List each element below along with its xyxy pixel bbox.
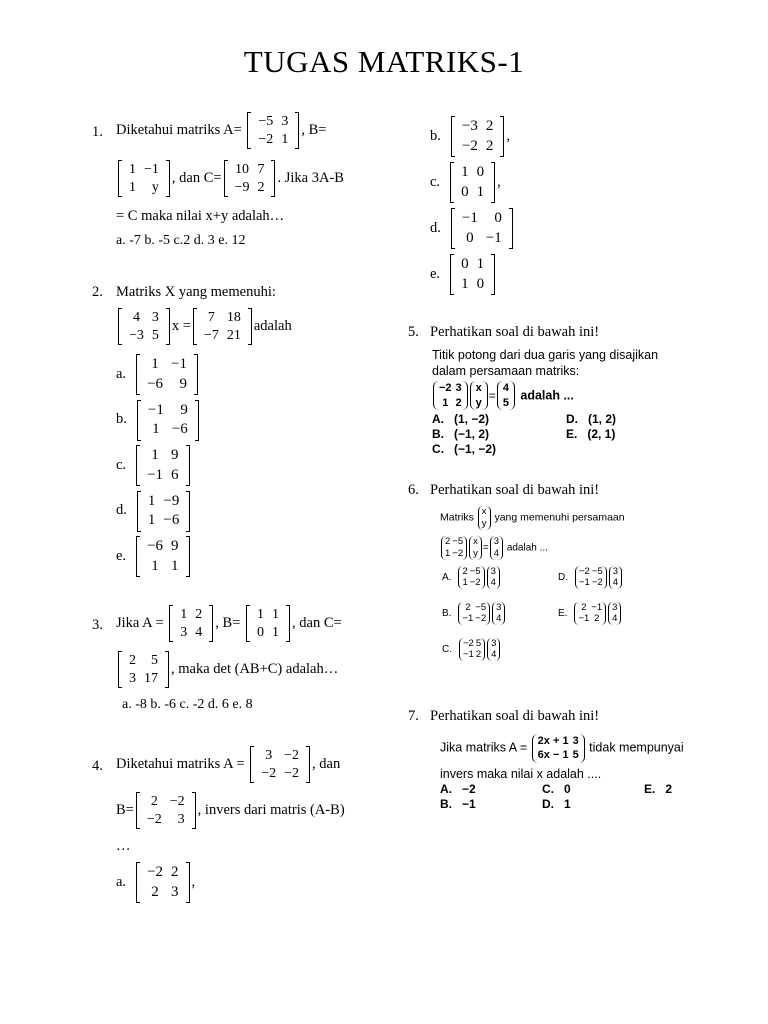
q6-opt-c: C. −2 5 −1 2 3 4 xyxy=(442,638,501,662)
option-matrix: 1 9 −1 6 xyxy=(136,445,189,486)
option-matrix: 1 0 0 1 xyxy=(450,162,495,203)
q1-options: a. -7 b. -5 c.2 d. 3 e. 12 xyxy=(116,233,246,248)
q2-equation xyxy=(116,308,292,345)
q3-options: a. -8 b. -6 c. -2 d. 6 e. 8 xyxy=(122,697,253,712)
q4-matrix-a: 3 −2 −2 −2 xyxy=(250,746,310,783)
q3-line1 xyxy=(116,605,342,642)
q4-line1 xyxy=(116,746,340,783)
q6-matrix: 2 −5 1 −2 xyxy=(441,536,467,560)
q6-text: Perhatikan soal di bawah ini! xyxy=(430,482,600,498)
q1-matrix-c: 10 7 −9 2 xyxy=(224,160,276,197)
q2-option-a xyxy=(116,354,200,395)
q7-opt-b: B. −1 xyxy=(440,797,476,812)
q4-matrix-b: 2 −2 −2 3 xyxy=(136,792,196,829)
q7-snippet xyxy=(440,734,690,828)
option-matrix: −2 2 2 3 xyxy=(136,862,189,903)
q4-number: 4. xyxy=(92,758,103,774)
q7-opt-e: E. 2 xyxy=(644,782,673,797)
option-matrix: −3 2 −2 2 xyxy=(451,116,504,157)
q7-snip-line2: invers maka nilai x adalah .... xyxy=(440,766,602,781)
q7-opt-d: D. 1 xyxy=(542,797,571,812)
q7-number: 7. xyxy=(408,708,419,724)
q6-vector-xy: x y xyxy=(478,506,491,530)
q1-intro: Diketahui matriks A= xyxy=(116,121,242,138)
option-matrix: −1 0 0 −1 xyxy=(451,208,513,249)
option-suffix: , xyxy=(497,173,501,190)
q2-matrix-m: 4 3 −3 5 xyxy=(118,308,170,345)
option-label: e. xyxy=(116,547,127,564)
option-label: a. xyxy=(116,365,127,382)
q7-snip-line1: Jika matriks A = 2x + 1 3 6x − 1 5 tidak mempunyai xyxy=(440,735,684,762)
option-label: c. xyxy=(116,456,127,473)
option-matrix: 0 1 1 0 xyxy=(450,254,495,295)
option-label: d. xyxy=(430,219,441,236)
q5-snip-tail: adalah ... xyxy=(520,388,574,403)
q7-opt-c: C. 0 xyxy=(542,782,571,797)
option-label: a. xyxy=(116,873,127,890)
q6-opt-b: B. 2 −5 −1 −2 3 4 xyxy=(442,602,506,626)
q1-matrix-b: 1 −1 1 y xyxy=(118,160,170,197)
q2-intro: Matriks X yang memenuhi: xyxy=(116,284,276,300)
q4-tail1: , dan xyxy=(312,755,341,772)
option-label: e. xyxy=(430,265,441,282)
q2-number: 2. xyxy=(92,284,103,300)
q2-option-e xyxy=(116,536,192,577)
q6-snip-options xyxy=(440,560,656,670)
q4-option-a xyxy=(116,862,195,903)
q3-line2 xyxy=(116,651,338,688)
q6-opt-e: E. 2 −1 −1 2 3 4 xyxy=(558,602,622,626)
q1-b-label: , B= xyxy=(301,121,327,138)
q5-opt-c: C. (−1, −2) xyxy=(432,441,497,456)
q6-opt-a: A. 2 −5 1 −2 3 4 xyxy=(442,566,501,590)
q3-matrix-a: 1 2 3 4 xyxy=(169,605,213,642)
q5-opt-d: D. (1, 2) xyxy=(566,411,617,426)
q4-dots: … xyxy=(116,838,131,854)
option-matrix: −6 9 1 1 xyxy=(136,536,189,577)
q1-line1 xyxy=(116,112,326,149)
q6-vector-xy-2: x y xyxy=(469,536,482,560)
q5-vector-r: 4 5 xyxy=(497,381,515,410)
q5-opt-b: B. (−1, 2) xyxy=(432,426,490,441)
q2-option-b xyxy=(116,400,201,441)
q1-line3: = C maka nilai x+y adalah… xyxy=(116,208,285,224)
q4-line2 xyxy=(116,792,345,829)
option-matrix: −1 9 1 −6 xyxy=(137,400,199,441)
q5-text: Perhatikan soal di bawah ini! xyxy=(430,324,600,340)
q1-matrix-a: −5 3 −2 1 xyxy=(247,112,299,149)
q5-snip-options xyxy=(432,410,706,456)
option-matrix: 1 −1 −6 9 xyxy=(136,354,198,395)
q6-number: 6. xyxy=(408,482,419,498)
q1-number: 1. xyxy=(92,124,103,140)
q3-matrix-b: 1 1 0 1 xyxy=(246,605,290,642)
page-title: TUGAS MATRIKS-1 xyxy=(243,44,525,79)
q2-option-d xyxy=(116,491,192,532)
q5-snip-line1: Titik potong dari dua garis yang disajikan xyxy=(432,348,659,362)
q2-option-c xyxy=(116,445,192,486)
q5-vector-xy: x y xyxy=(470,381,488,410)
q7-snip-options xyxy=(440,782,690,812)
option-label: b. xyxy=(116,411,127,428)
q6-opt-d: D. −2 −5 −1 −2 3 4 xyxy=(558,566,623,590)
q5-snippet xyxy=(432,348,706,472)
q6-snip-equation: 2 −5 1 −2 x y = 3 4 adalah ... xyxy=(440,536,656,560)
q4-b-label: B= xyxy=(116,801,134,818)
q4-option-d xyxy=(430,208,515,249)
option-matrix: 1 −9 1 −6 xyxy=(137,491,190,532)
q6-snippet xyxy=(440,506,656,696)
q6-snip-line1: Matriks x y yang memenuhi persamaan xyxy=(440,506,625,529)
q5-matrix: −2 3 1 2 xyxy=(433,381,468,410)
q4-option-b xyxy=(430,116,510,157)
option-label: d. xyxy=(116,502,127,519)
q7-matrix: 2x + 1 3 6x − 1 5 xyxy=(532,734,585,763)
option-suffix: , xyxy=(191,873,196,890)
option-label: c. xyxy=(430,173,441,190)
q3-intro: Jika A = xyxy=(116,614,164,631)
q4-tail2: , invers dari matris (A-B) xyxy=(197,801,345,818)
q4-option-c xyxy=(430,162,501,203)
q5-snip-equation: −2 3 1 2 x y = 4 5 adalah ... xyxy=(432,381,706,410)
q3-c-label: , dan C= xyxy=(292,614,342,631)
q5-snip-line2: dalam persamaan matriks: xyxy=(432,363,580,378)
q5-opt-a: A. (1, −2) xyxy=(432,411,490,426)
q7-opt-a: A. −2 xyxy=(440,782,476,797)
q2-matrix-r: 7 18 −7 21 xyxy=(193,308,252,345)
q6-vector-r: 3 4 xyxy=(490,536,503,560)
q4-option-e xyxy=(430,254,497,295)
q2-tail: adalah xyxy=(253,317,292,334)
q7-text: Perhatikan soal di bawah ini! xyxy=(430,708,600,724)
q1-line2 xyxy=(116,160,344,197)
q4-intro: Diketahui matriks A = xyxy=(116,755,245,772)
q3-tail: , maka det (AB+C) adalah… xyxy=(171,660,339,677)
q5-number: 5. xyxy=(408,324,419,340)
q2-eq: x = xyxy=(171,317,191,334)
q5-opt-e: E. (2, 1) xyxy=(566,426,616,441)
q3-b-label: , B= xyxy=(215,614,241,631)
q3-number: 3. xyxy=(92,617,103,633)
q1-tail: . Jika 3A-B xyxy=(277,169,344,186)
option-label: b. xyxy=(430,127,441,144)
q3-matrix-c: 2 5 3 17 xyxy=(118,651,169,688)
option-suffix: , xyxy=(506,127,510,144)
q6-snip-tail: adalah ... xyxy=(506,542,548,554)
q1-mid: , dan C= xyxy=(171,169,222,186)
